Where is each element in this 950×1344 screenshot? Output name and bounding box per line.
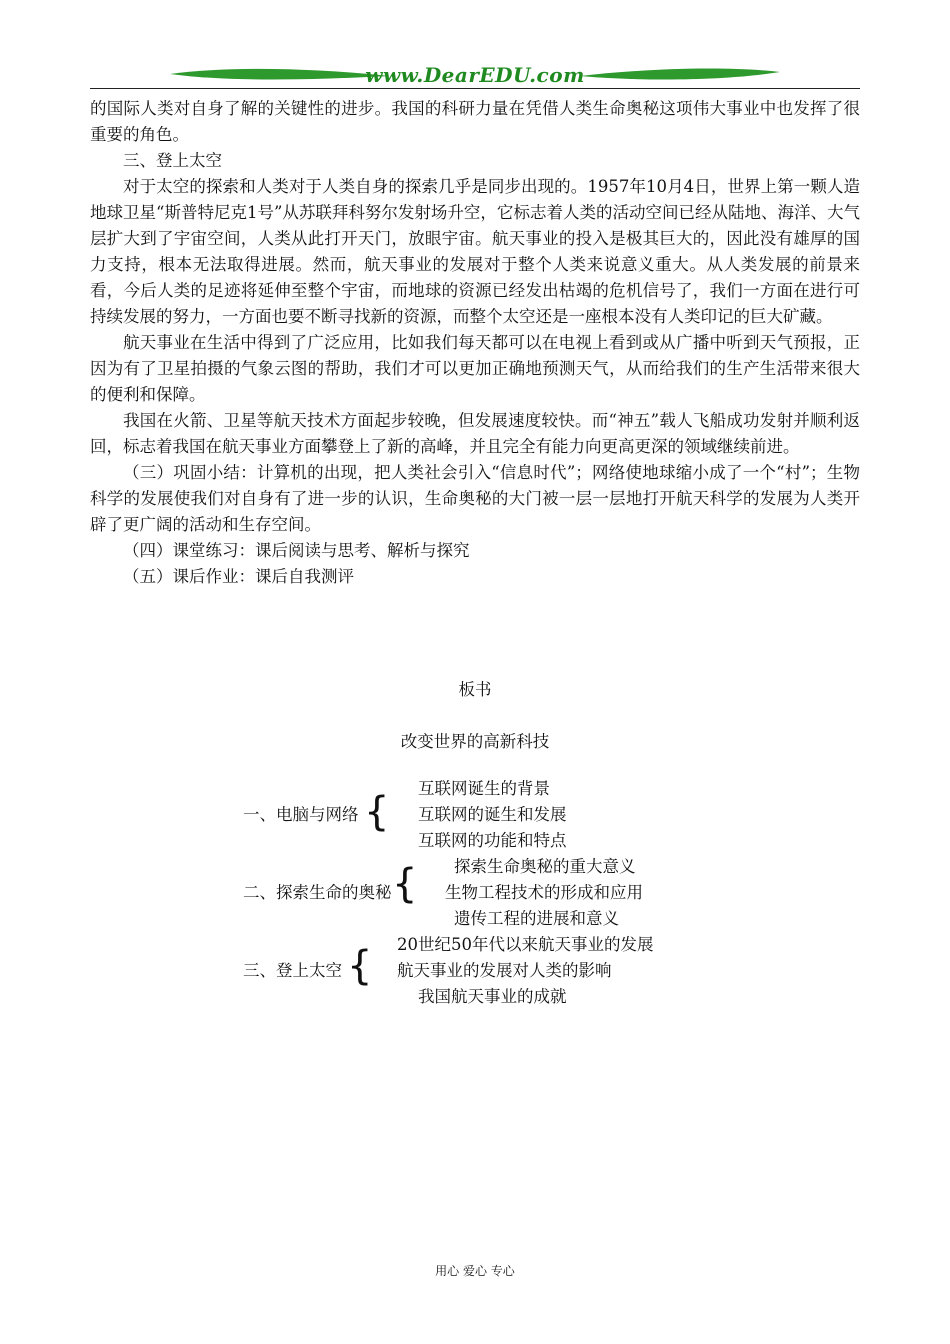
board-heading: 板书 (458, 680, 492, 699)
board-item: 互联网诞生的背景 (418, 779, 550, 798)
board-section-label: 二、探索生命的奥秘 (243, 883, 392, 902)
board-item: 探索生命奥秘的重大意义 (454, 857, 636, 876)
exercise-line: （四）课堂练习：课后阅读与思考、解析与探究 (123, 541, 470, 560)
board-item: 我国航天事业的成就 (418, 987, 567, 1006)
site-logo-text: www.DearEDU.com (365, 63, 585, 87)
board-section-label: 三、登上太空 (243, 961, 342, 980)
board-title: 改变世界的高新科技 (400, 732, 550, 751)
board-item: 20世纪50年代以来航天事业的发展 (397, 935, 654, 954)
board-item: 航天事业的发展对人类的影响 (397, 961, 612, 980)
page-footer: 用心 爱心 专心 (435, 1264, 515, 1278)
brace-icon: { (392, 861, 418, 907)
board-item: 生物工程技术的形成和应用 (445, 883, 643, 902)
board-item: 互联网的诞生和发展 (418, 805, 567, 824)
paragraph: 的国际人类对自身了解的关键性的进步。我国的科研力量在凭借人类生命奥秘这项伟大事业中也发挥了很重要的角色。 (90, 99, 860, 144)
body-text (90, 96, 860, 590)
brace-icon: { (347, 943, 373, 989)
board-item: 互联网的功能和特点 (418, 831, 567, 850)
header-rule (90, 88, 860, 89)
brace-icon: { (364, 789, 390, 835)
board-section-label: 一、电脑与网络 (243, 805, 359, 824)
board-item: 遗传工程的进展和意义 (454, 909, 619, 928)
homework-line: （五）课后作业：课后自我测评 (123, 567, 354, 586)
paragraph: 我国在火箭、卫星等航天技术方面起步较晚，但发展速度较快。而“神五”载人飞船成功发射并顺利返回，标志着我国在航天事业方面攀登上了新的高峰，并且完全有能力向更高更深的领域继续前进。 (90, 411, 860, 456)
paragraph: 航天事业在生活中得到了广泛应用，比如我们每天都可以在电视上看到或从广播中听到天气预报，正因为有了卫星拍摄的气象云图的帮助，我们才可以更加正确地预测天气，从而给我们的生产生活带来很大的便利和保障。 (90, 333, 860, 404)
section-heading: 三、登上太空 (123, 151, 222, 170)
summary-paragraph: （三）巩固小结：计算机的出现，把人类社会引入“信息时代”；网络使地球缩小成了一个“村”；生物科学的发展使我们对自身有了进一步的认识，生命奥秘的大门被一层一层地打开航天科学的发展为人类开辟了更广阔的活动和生存空间。 (90, 463, 860, 534)
paragraph: 对于太空的探索和人类对于人类自身的探索几乎是同步出现的。1957年10月4日，世界上第一颗人造地球卫星“斯普特尼克1号”从苏联拜科努尔发射场升空，它标志着人类的活动空间已经从陆地、海洋、大气层扩大到了宇宙空间，人类从此打开天门，放眼宇宙。航天事业的投入是极其巨大的，因此没有雄厚的国力支持，根本无法取得进展。然而，航天事业的发展对于整个人类来说意义重大。从人类发展的前景来看，今后人类的足迹将延伸至整个宇宙，而地球的资源已经发出枯竭的危机信号了，我们一方面在进行可持续发展的努力，一方面也要不断寻找新的资源，而整个太空还是一座根本没有人类印记的巨大矿藏。 (90, 177, 860, 326)
